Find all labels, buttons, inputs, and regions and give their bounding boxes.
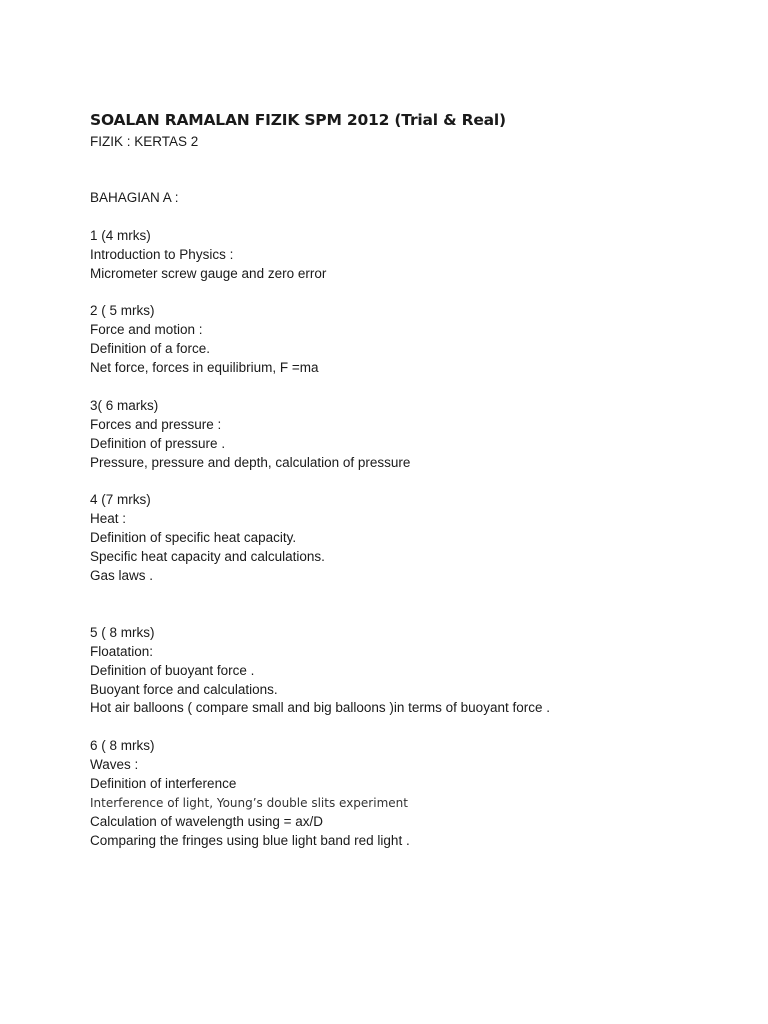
q4-topic: Heat : <box>90 511 127 526</box>
q4-line: Definition of specific heat capacity. <box>90 530 297 545</box>
q5-line: Hot air balloons ( compare small and big balloons )in terms of buoyant force . <box>90 700 550 715</box>
document-subtitle: FIZIK : KERTAS 2 <box>90 134 199 149</box>
q6-line: Calculation of wavelength using = ax/D <box>90 814 324 829</box>
q1-line: Micrometer screw gauge and zero error <box>90 266 327 281</box>
q6-line: Definition of interference <box>90 776 237 791</box>
q5-marks: 5 ( 8 mrks) <box>90 625 155 640</box>
q4-line: Gas laws . <box>90 568 154 583</box>
q2-topic: Force and motion : <box>90 322 203 337</box>
q5-topic: Floatation: <box>90 644 154 659</box>
q6-topic: Waves : <box>90 757 139 772</box>
q1-marks: 1 (4 mrks) <box>90 228 151 243</box>
q4-line: Specific heat capacity and calculations. <box>90 549 325 564</box>
q2-marks: 2 ( 5 mrks) <box>90 303 155 318</box>
q3-line: Definition of pressure . <box>90 436 226 451</box>
q6-marks: 6 ( 8 mrks) <box>90 738 155 753</box>
q6-line: Comparing the fringes using blue light band red light . <box>90 833 410 848</box>
q4-marks: 4 (7 mrks) <box>90 492 151 507</box>
document-title: SOALAN RAMALAN FIZIK SPM 2012 (Trial & Real) <box>90 111 506 129</box>
q3-topic: Forces and pressure : <box>90 417 222 432</box>
q3-marks: 3( 6 marks) <box>90 398 159 413</box>
q5-line: Buoyant force and calculations. <box>90 682 278 697</box>
section-heading: BAHAGIAN A : <box>90 190 179 205</box>
q3-line: Pressure, pressure and depth, calculation of pressure <box>90 455 411 470</box>
q2-line: Definition of a force. <box>90 341 211 356</box>
q2-line: Net force, forces in equilibrium, F =ma <box>90 360 319 375</box>
q6-line: Interference of light, Young’s double slits experiment <box>90 796 408 810</box>
q1-topic: Introduction to Physics : <box>90 247 234 262</box>
q5-line: Definition of buoyant force . <box>90 663 255 678</box>
